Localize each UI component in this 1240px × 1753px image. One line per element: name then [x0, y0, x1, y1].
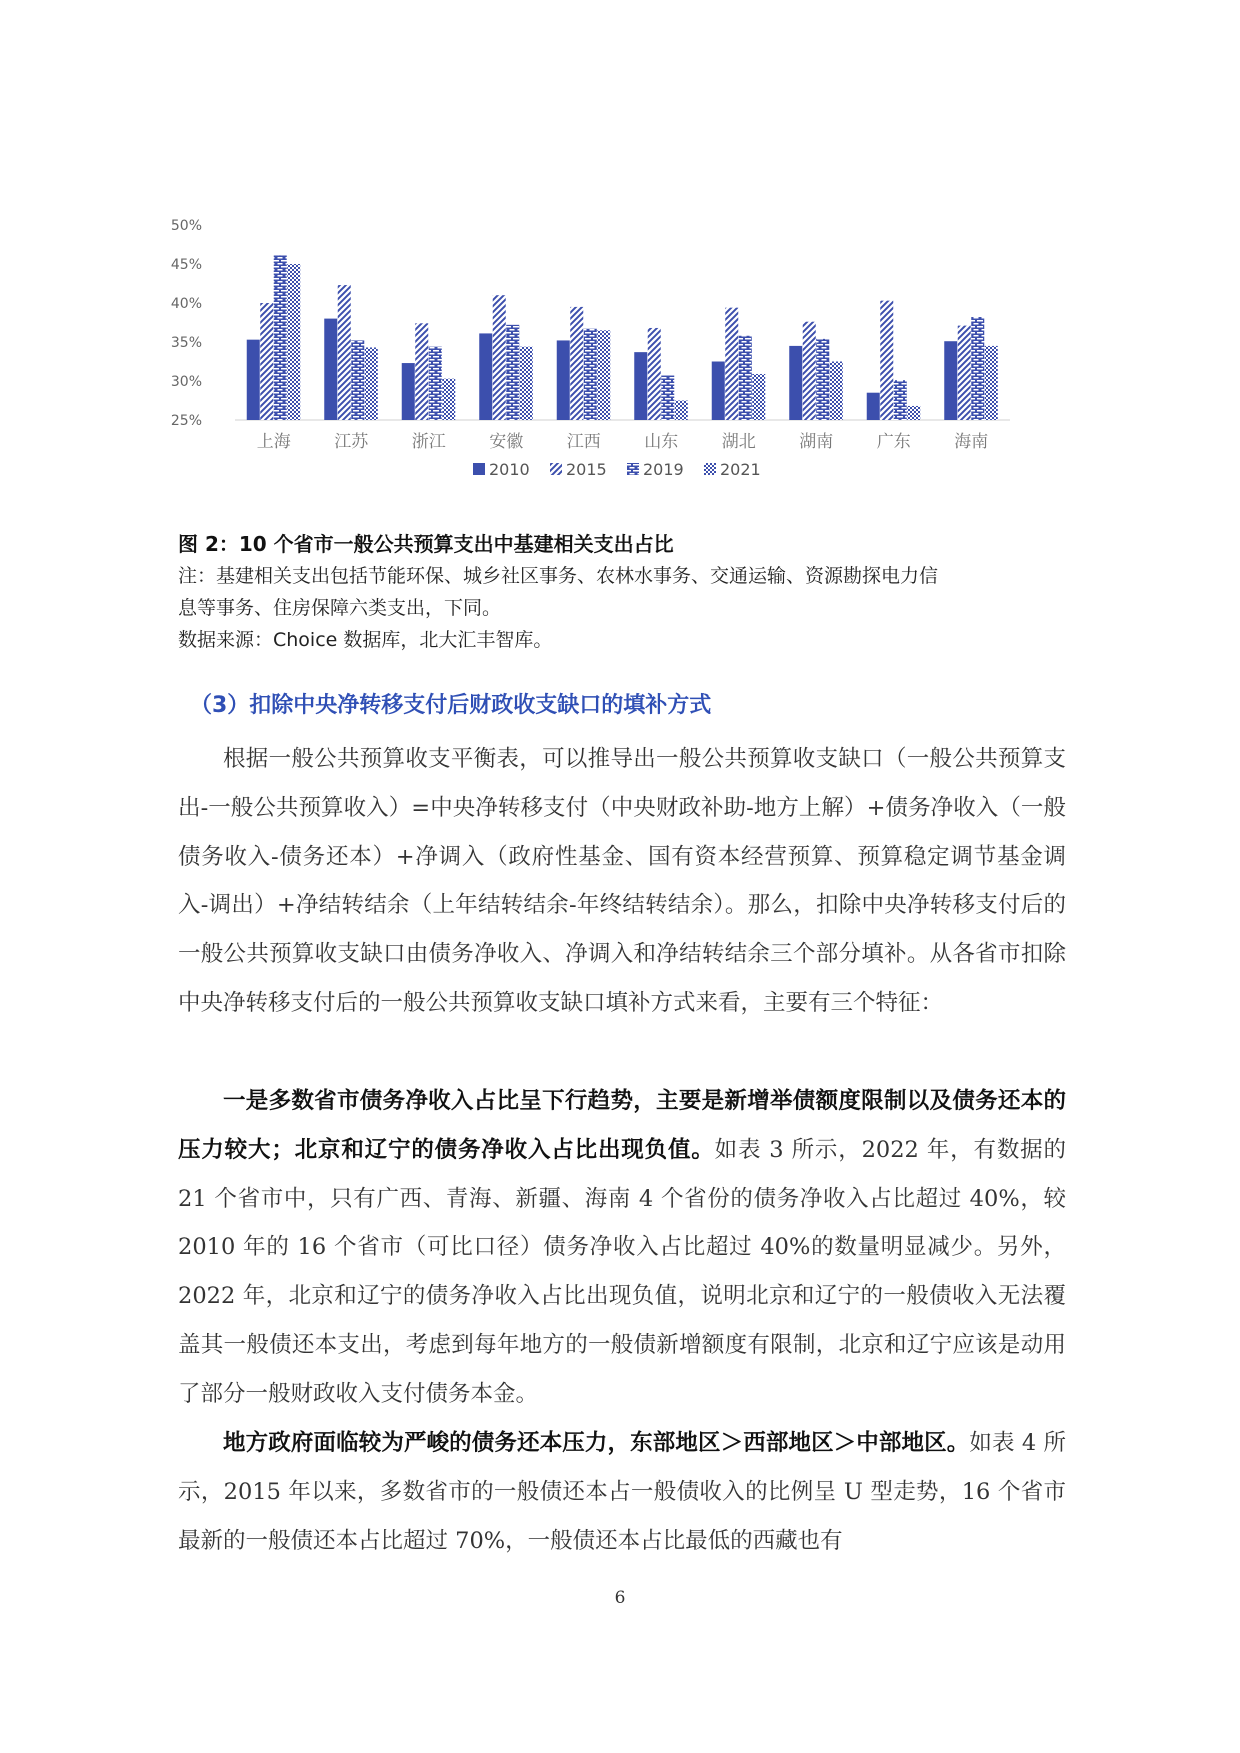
bar-2019 — [584, 329, 597, 420]
paragraph-3 — [178, 1419, 1066, 1565]
bar-2021 — [752, 374, 765, 420]
bar-2015 — [338, 285, 351, 420]
bar-2021 — [287, 264, 300, 420]
bar-2015 — [880, 301, 893, 420]
paragraph-2-body: 如表 3 所示，2022 年，有数据的 21 个省市中，只有广西、青海、新疆、海南 4 个省份的债务净收入占比超过 40%，较 2010 年的 16 个省市（可比口径）债务净收入占比超过 40%的数量明显减少。另外，2022 年，北京和辽宁的债务净收入占比出现负值，说明北京和辽宁的一般债收入无法覆盖其一般债还本支出，考虑到每年地方的一般债新增额度有限制，北京和辽宁应该是动用了部分一般财政收入支付债务本金。 — [178, 1136, 1066, 1407]
legend-label-2010: 2010 — [489, 460, 530, 479]
bar-2021 — [597, 330, 610, 420]
bar-2015 — [570, 307, 583, 420]
paragraph-3-body: 如表 4 所示，2015 年以来，多数省市的一般债还本占一般债收入的比例呈 U 型走势，16 个省市最新的一般债还本占比超过 70%，一般债还本占比最低的西藏也有 — [178, 1430, 1066, 1554]
legend-swatch-2010 — [473, 463, 485, 475]
legend-swatch-2015 — [550, 463, 562, 475]
bar-2015 — [260, 303, 273, 420]
paragraph-2 — [178, 1077, 1066, 1419]
bar-2019 — [506, 325, 519, 420]
x-tick-label: 海南 — [954, 432, 989, 452]
bar-2015 — [725, 308, 738, 420]
legend-label-2021: 2021 — [720, 460, 761, 479]
legend-swatch-2021 — [704, 463, 716, 475]
paragraph-1: 根据一般公共预算收支平衡表，可以推导出一般公共预算收支缺口（一般公共预算支出-一般公共预算收入）=中央净转移支付（中央财政补助-地方上解）+债务净收入（一般债务收入-债务还本）+净调入（政府性基金、国有资本经营预算、预算稳定调节基金调入-调出）+净结转结余（上年结转结余-年终结转结余）。那么，扣除中央净转移支付后的一般公共预算收支缺口由债务净收入、净调入和净结转结余三个部分填补。从各省市扣除中央净转移支付后的一般公共预算收支缺口填补方式来看，主要有三个特征： — [178, 746, 1066, 1016]
y-tick-label: 25% — [170, 413, 202, 429]
y-tick-label: 40% — [170, 296, 202, 312]
paragraph-2-highlight: 一是多数省市债务净收入占比呈下行趋势，主要是新增举债额度限制以及债务还本的压力较大；北京和辽宁的债务净收入占比出现负值。 — [178, 1088, 1066, 1163]
y-tick-label: 50% — [170, 218, 202, 234]
x-tick-label: 湖北 — [721, 432, 756, 452]
bar-2021 — [520, 347, 533, 420]
y-tick-label: 30% — [170, 374, 202, 390]
legend-swatch-2019 — [627, 463, 639, 475]
y-axis — [171, 218, 202, 429]
figure-note-line-2: 息等事务、住房保障六类支出，下同。 — [178, 597, 502, 619]
infrastructure-spending-bar-chart — [170, 205, 1020, 515]
bar-2021 — [675, 401, 688, 421]
figure-source: 数据来源：Choice 数据库，北大汇丰智库。 — [178, 629, 553, 651]
bars-group — [247, 255, 998, 420]
section-heading: （3）扣除中央净转移支付后财政收支缺口的填补方式 — [190, 693, 712, 718]
y-tick-label: 35% — [170, 335, 202, 351]
bar-2021 — [985, 346, 998, 420]
bar-2015 — [493, 295, 506, 420]
figure-caption: 图 2：10 个省市一般公共预算支出中基建相关支出占比 — [178, 532, 674, 556]
bar-2021 — [830, 362, 843, 421]
bar-2010 — [634, 352, 647, 420]
bar-2010 — [247, 340, 260, 420]
legend-label-2019: 2019 — [643, 460, 684, 479]
x-tick-label: 湖南 — [799, 432, 834, 452]
bar-2015 — [958, 326, 971, 420]
x-tick-label: 上海 — [256, 432, 291, 452]
bar-2021 — [907, 406, 920, 420]
x-tick-label: 江西 — [566, 432, 601, 452]
bar-2010 — [557, 340, 570, 420]
bar-2019 — [971, 317, 984, 420]
x-tick-label: 浙江 — [411, 432, 446, 452]
bar-2015 — [415, 323, 428, 420]
bar-2019 — [661, 376, 674, 420]
figure-note-line-1: 注：基建相关支出包括节能环保、城乡社区事务、农林水事务、交通运输、资源勘探电力信 — [178, 565, 939, 587]
bar-2021 — [365, 347, 378, 420]
bar-2019 — [429, 347, 442, 420]
bar-2010 — [402, 363, 415, 420]
legend-label-2015: 2015 — [566, 460, 607, 479]
bar-2019 — [739, 336, 752, 420]
bar-2021 — [442, 379, 455, 420]
bar-2010 — [324, 319, 337, 420]
x-tick-label: 广东 — [876, 432, 911, 452]
bar-2015 — [803, 322, 816, 420]
x-axis — [257, 432, 989, 452]
bar-2010 — [712, 362, 725, 421]
bar-2019 — [816, 339, 829, 420]
bar-2019 — [351, 340, 364, 420]
bar-2019 — [274, 255, 287, 420]
bar-2010 — [479, 333, 492, 420]
bar-2015 — [648, 328, 661, 420]
x-tick-label: 江苏 — [334, 432, 369, 452]
x-tick-label: 山东 — [644, 432, 679, 452]
chart-legend — [473, 460, 761, 479]
y-tick-label: 45% — [170, 257, 202, 273]
bar-2010 — [867, 393, 880, 420]
page-number: 6 — [614, 1588, 626, 1608]
bar-2010 — [789, 346, 802, 420]
bar-2010 — [944, 341, 957, 420]
paragraph-3-highlight: 地方政府面临较为严峻的债务还本压力，东部地区＞西部地区＞中部地区。 — [223, 1430, 970, 1456]
x-tick-label: 安徽 — [489, 432, 524, 452]
bar-2019 — [894, 380, 907, 420]
